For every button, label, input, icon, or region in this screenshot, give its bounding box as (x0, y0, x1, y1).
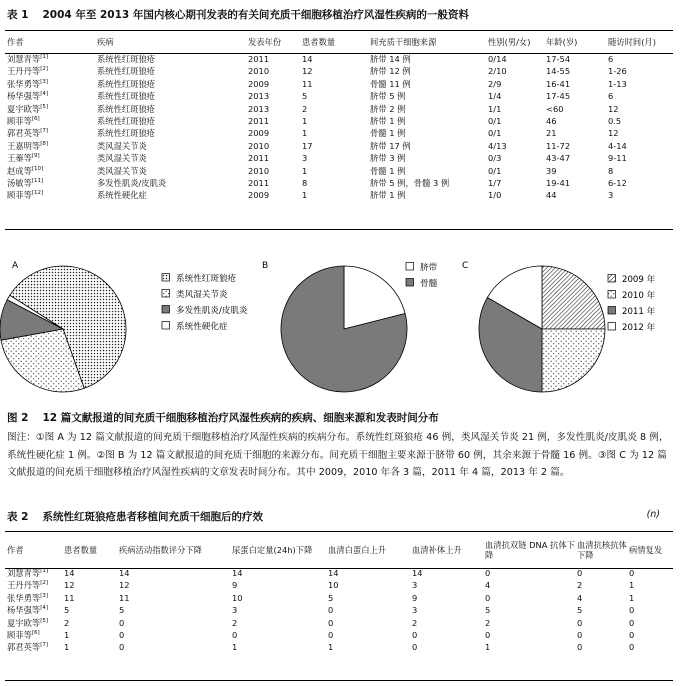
pie-chart-a (0, 261, 248, 392)
legend-swatch (162, 290, 170, 298)
table2-cell-value: 0 (629, 568, 635, 578)
table1-header-cell: 发表年份 (248, 37, 282, 47)
table1-cell-author (5, 140, 95, 152)
table-row (5, 641, 673, 653)
legend-label: 系统性硬化症 (176, 322, 228, 332)
table1-cell-n: 1 (302, 190, 308, 201)
reference-marker: [5] (40, 103, 48, 110)
table1-cell-disease: 系统性红斑狼疮 (97, 128, 156, 139)
table1-cell-follow: 9-11 (608, 153, 627, 164)
table2-cell-value: 10 (232, 592, 243, 603)
table2-cell-value: 2 (412, 617, 418, 628)
table2-cell-author (5, 604, 62, 616)
table2-cell-value: 2 (485, 617, 491, 628)
reference-marker: [1] (40, 568, 48, 575)
author-name: 刘慧青等 (7, 54, 41, 64)
table1-cell-n: 11 (302, 78, 313, 89)
table2-header-cell: 作者 (7, 544, 24, 555)
table2-header-cell: 血清补体上升 (412, 544, 462, 555)
table1-cell-author (5, 127, 95, 139)
author-name: 杨华强等 (7, 91, 41, 102)
legend-label: 多发性肌炎/皮肌炎 (176, 306, 248, 316)
table2-cell-value: 14 (64, 568, 75, 578)
author-name: 夏宇欧等 (7, 103, 41, 114)
table1-cell-n: 5 (302, 91, 308, 102)
table1-cell-follow: 4-14 (608, 140, 627, 151)
table1-cell-sex: 1/7 (488, 178, 502, 189)
table2-cell-value: 0 (577, 568, 583, 578)
reference-marker: [7] (40, 128, 48, 135)
legend-label: 类风湿关节炎 (176, 290, 228, 300)
table2-cell-value: 0 (629, 617, 635, 628)
table1-cell-follow: 6-12 (608, 178, 627, 189)
table1-cell-disease: 系统性红斑狼疮 (97, 91, 156, 102)
legend-swatch (406, 263, 414, 271)
table1-cell-age: 16-41 (546, 78, 571, 89)
table2-cell-value: 14 (119, 568, 130, 578)
table2-header-cell: 疾病活动指数评分下降 (119, 544, 202, 555)
table2-cell-value: 11 (119, 592, 130, 603)
table2-header-cell: 血清抗双链 DNA 抗体下降 (485, 539, 575, 560)
table2-cell-value: 9 (412, 592, 418, 603)
author-name: 夏宇欧等 (7, 617, 41, 628)
legend-swatch (608, 323, 616, 331)
table-row (5, 617, 673, 629)
table1-cell-disease: 系统性硬化症 (97, 190, 147, 201)
table1-cell-source: 脐带 14 例 (370, 54, 411, 64)
table1-header-cell: 性别(男/女) (488, 37, 531, 47)
table1-cell-author (5, 152, 95, 164)
table1-cell-author (5, 78, 95, 90)
table1-cell-year: 2009 (248, 78, 270, 89)
table1-label: 表 1 (7, 9, 29, 21)
table1-cell-disease: 类风湿关节炎 (97, 165, 147, 176)
table2-cell-value: 0 (412, 642, 418, 653)
legend-label: 2012 年 (622, 323, 656, 333)
table2-cell-value: 5 (119, 605, 125, 616)
table1-bottom-rule (5, 229, 673, 230)
table-row (5, 115, 673, 127)
legend-swatch (608, 291, 616, 299)
table1-cell-year: 2011 (248, 116, 270, 127)
table2-cell-value: 2 (232, 617, 238, 628)
table1-cell-author (5, 65, 95, 77)
pie-slice (542, 266, 605, 329)
table2-body (5, 567, 673, 654)
table2-cell-value: 0 (577, 642, 583, 653)
table1-cell-year: 2009 (248, 128, 270, 139)
table-row (5, 152, 673, 164)
table1-cell-author (5, 103, 95, 115)
table1-cell-age: 11-72 (546, 140, 571, 151)
table1-cell-follow: 12 (608, 128, 619, 139)
table-row (5, 579, 673, 591)
legend-swatch (162, 274, 170, 282)
table1-cell-author (5, 189, 95, 201)
table2-cell-value: 3 (412, 580, 418, 591)
table2-cell-author (5, 617, 62, 629)
table-row (5, 189, 673, 201)
reference-marker: [6] (31, 630, 40, 637)
table1-cell-disease: 多发性肌炎/皮肌炎 (97, 178, 167, 189)
table-row (5, 65, 673, 77)
table1-cell-age: 21 (546, 128, 557, 139)
legend-swatch (162, 322, 170, 330)
table1-cell-sex: 1/4 (488, 91, 502, 102)
table1-cell-sex: 2/9 (488, 78, 502, 89)
pie-chart-c (462, 261, 656, 392)
panel-label: B (262, 261, 269, 271)
legend-label: 2011 年 (622, 307, 656, 317)
table1-cell-age: 19-41 (546, 178, 571, 189)
table2-cell-value: 1 (64, 642, 70, 653)
table1-cell-disease: 系统性红斑狼疮 (97, 103, 156, 114)
table1-cell-author (5, 165, 95, 177)
table1-cell-source: 脐带 1 例 (370, 116, 406, 127)
table1-cell-year: 2010 (248, 66, 270, 77)
table2-cell-value: 0 (485, 630, 491, 641)
author-name: 王丹丹等 (7, 580, 41, 591)
table2-cell-value: 0 (485, 568, 491, 578)
reference-marker: [2] (40, 66, 48, 73)
author-name: 张华勇等 (7, 78, 41, 89)
author-name: 王丹丹等 (7, 66, 41, 77)
legend-swatch (608, 307, 616, 315)
table1-cell-follow: 12 (608, 103, 619, 114)
table2-cell-value: 3 (412, 605, 418, 616)
reference-marker: [8] (40, 141, 48, 148)
table2-cell-value: 5 (577, 605, 583, 616)
table1-header-cell: 间充质干细胞来源 (370, 37, 437, 47)
reference-marker: [11] (31, 178, 44, 185)
reference-marker: [9] (31, 153, 40, 160)
table2-header-cell: 病情复发 (629, 544, 663, 555)
table2-cell-value: 0 (629, 642, 635, 653)
table2-header-cell: 血清抗核抗体下降 (577, 539, 627, 560)
table2-cell-value: 1 (629, 580, 635, 591)
table1-cell-age: <60 (546, 103, 564, 114)
table1-cell-source: 骨髓 1 例 (370, 128, 406, 139)
table1-cell-n: 14 (302, 54, 313, 64)
table2-header-row (5, 532, 673, 567)
table1-cell-sex: 1/0 (488, 190, 502, 201)
table2-title: 系统性红斑狼疮患者移植间充质干细胞后的疗效 (42, 511, 263, 523)
author-name: 刘慧青等 (7, 568, 41, 578)
table1-cell-follow: 3 (608, 190, 614, 201)
table1-body (5, 53, 673, 202)
table1-cell-age: 17-45 (546, 91, 571, 102)
table1-cell-n: 2 (302, 103, 308, 114)
table2-header-cell: 尿蛋白定量(24h)下降 (232, 544, 313, 555)
table2-cell-author (5, 592, 62, 604)
table2-cell-value: 5 (328, 592, 334, 603)
table1-header-cell: 患者数量 (302, 37, 336, 47)
legend-label: 2009 年 (622, 275, 656, 285)
table2-cell-value: 12 (64, 580, 75, 591)
table1-cell-follow: 1-13 (608, 78, 627, 89)
table-row (5, 165, 673, 177)
table2-cell-value: 14 (232, 568, 243, 578)
table1-cell-n: 8 (302, 178, 308, 189)
table1-header-cell: 作者 (7, 37, 24, 47)
reference-marker: [12] (31, 190, 44, 197)
table2-cell-value: 0 (629, 630, 635, 641)
table1-caption (7, 7, 469, 22)
table1-cell-n: 12 (302, 66, 313, 77)
table2-cell-value: 2 (577, 580, 583, 591)
table-row (5, 604, 673, 616)
table1-header-cell: 疾病 (97, 37, 114, 47)
table1-cell-source: 脐带 12 例 (370, 66, 411, 77)
table2-cell-value: 0 (485, 592, 491, 603)
author-name: 顾菲等 (7, 190, 32, 201)
table1-cell-sex: 2/10 (488, 66, 507, 77)
table1-cell-source: 脐带 1 例 (370, 190, 406, 201)
table2-cell-value: 1 (485, 642, 491, 653)
table1-cell-author (5, 177, 95, 189)
table1-cell-age: 46 (546, 116, 557, 127)
table2-cell-value: 0 (328, 630, 334, 641)
legend-swatch (608, 275, 616, 283)
table-row (5, 53, 673, 65)
table2-cell-author (5, 641, 62, 653)
table1-cell-source: 脐带 5 例，骨髓 3 例 (370, 178, 450, 189)
table1-cell-sex: 1/1 (488, 103, 502, 114)
table1-cell-age: 43-47 (546, 153, 571, 164)
author-name: 王蓁等 (7, 153, 32, 164)
table1-cell-follow: 1-26 (608, 66, 627, 77)
table1-cell-author (5, 90, 95, 102)
legend-swatch (406, 279, 414, 287)
table1-cell-source: 脐带 2 例 (370, 103, 406, 114)
table2-cell-value: 3 (232, 605, 238, 616)
author-name: 王嘉明等 (7, 140, 41, 151)
table1-cell-n: 1 (302, 116, 308, 127)
table-row (5, 177, 673, 189)
table2-cell-author (5, 579, 62, 591)
table2-cell-author (5, 629, 62, 641)
table2-cell-value: 4 (485, 580, 491, 591)
author-name: 郭君英等 (7, 642, 41, 653)
table1-cell-disease: 系统性红斑狼疮 (97, 54, 156, 64)
reference-marker: [5] (40, 617, 48, 624)
table2-cell-value: 14 (328, 568, 339, 578)
reference-marker: [10] (31, 165, 44, 172)
table2-cell-value: 0 (119, 642, 125, 653)
table1-cell-disease: 系统性红斑狼疮 (97, 78, 156, 89)
table1-cell-follow: 8 (608, 165, 614, 176)
table1-cell-age: 39 (546, 165, 557, 176)
figure2-caption (7, 410, 675, 425)
table2-cell-value: 0 (119, 617, 125, 628)
table-row (5, 103, 673, 115)
table2-cell-value: 1 (629, 592, 635, 603)
panel-label: C (462, 261, 469, 271)
table2-cell-value: 11 (64, 592, 75, 603)
table1-cell-disease: 系统性红斑狼疮 (97, 66, 156, 77)
pie-slice (542, 329, 605, 392)
reference-marker: [3] (40, 79, 48, 86)
table1-cell-disease: 系统性红斑狼疮 (97, 116, 156, 127)
reference-marker: [2] (40, 580, 48, 587)
table1-cell-n: 3 (302, 153, 308, 164)
table2-cell-value: 9 (232, 580, 238, 591)
reference-marker: [6] (31, 116, 40, 123)
table1-cell-source: 脐带 5 例 (370, 91, 406, 102)
table1-cell-sex: 0/1 (488, 165, 502, 176)
table1-cell-age: 14-55 (546, 66, 571, 77)
pie-chart-b (262, 261, 438, 392)
table-row (5, 127, 673, 139)
table2-cell-value: 0 (577, 617, 583, 628)
reference-marker: [7] (40, 642, 48, 649)
reference-marker: [3] (40, 593, 48, 600)
panel-label: A (12, 261, 19, 271)
legend-label: 系统性红斑狼疮 (176, 274, 237, 284)
table2-cell-value: 1 (232, 642, 238, 653)
table1-cell-year: 2011 (248, 153, 270, 164)
table1-cell-sex: 4/13 (488, 140, 507, 151)
legend-swatch (162, 306, 170, 314)
table1-cell-year: 2011 (248, 178, 270, 189)
author-name: 郭君英等 (7, 128, 41, 139)
table1-cell-age: 17-54 (546, 54, 571, 64)
author-name: 顾菲等 (7, 630, 32, 641)
table1-cell-disease: 类风湿关节炎 (97, 140, 147, 151)
table2-cell-value: 0 (119, 630, 125, 641)
table1-cell-year: 2009 (248, 190, 270, 201)
table2-label: 表 2 (7, 511, 29, 523)
table1-cell-follow: 6 (608, 91, 614, 102)
table2-header-cell: 患者数量 (64, 544, 98, 555)
table1-title: 2004 年至 2013 年国内核心期刊发表的有关间充质干细胞移植治疗风湿性疾病的一般资料 (42, 9, 469, 21)
table2-bottom-rule (5, 680, 673, 681)
table1-cell-sex: 0/1 (488, 116, 502, 127)
table-row (5, 90, 673, 102)
table2-cell-value: 14 (412, 568, 423, 578)
reference-marker: [4] (40, 605, 48, 612)
table1-header-cell: 随访时间(月) (608, 37, 656, 47)
author-name: 顾菲等 (7, 116, 32, 127)
table2-cell-value: 0 (232, 630, 238, 641)
table2-cell-value: 1 (64, 630, 70, 641)
table1-cell-year: 2010 (248, 140, 270, 151)
figure2-note: 图注：①图 A 为 12 篇文献报道的间充质干细胞移植治疗风湿性疾病的疾病分布。系统性红斑狼疮 46 例，类风湿关节炎 21 例，多发性肌炎/皮肌炎 8 例，系统性硬化症 1 例。②图 B 为 12 篇文献报道的间充质干细胞的来源分布。间充质干细胞主要来源于脐带 60 例，其余来源于骨髓 16 例。③图 C 为 12 篇文献报道的间充质干细胞移植治疗风湿性疾病的文章发表时间分布。其中 2009，2010 年各 3 篇，2011 年 4 篇，2013 年 2 篇。 (7, 432, 669, 478)
table-row (5, 140, 673, 152)
author-name: 张华勇等 (7, 592, 41, 603)
table1-cell-source: 骨髓 11 例 (370, 78, 411, 89)
table1-cell-author (5, 53, 95, 65)
table1-cell-sex: 0/14 (488, 54, 507, 64)
table2-cell-value: 0 (577, 630, 583, 641)
table1-cell-year: 2011 (248, 54, 270, 64)
table2-unit: (n) (646, 509, 660, 520)
table1-cell-n: 1 (302, 128, 308, 139)
table1-cell-sex: 0/3 (488, 153, 502, 164)
table2-cell-value: 0 (412, 630, 418, 641)
table2-header-cell: 血清白蛋白上升 (328, 544, 387, 555)
author-name: 杨华强等 (7, 605, 41, 616)
figure2-pie-charts (0, 250, 681, 398)
table2-cell-value: 2 (64, 617, 70, 628)
table2-cell-value: 0 (629, 605, 635, 616)
table1-header-row (5, 31, 673, 53)
author-name: 赵成等 (7, 165, 32, 176)
table1-cell-author (5, 115, 95, 127)
table1-cell-n: 1 (302, 165, 308, 176)
table2-cell-value: 5 (64, 605, 70, 616)
table1-cell-source: 脐带 17 例 (370, 140, 411, 151)
reference-marker: [4] (40, 91, 48, 98)
table2-cell-value: 4 (577, 592, 583, 603)
table2-caption (7, 509, 263, 524)
reference-marker: [1] (40, 54, 48, 61)
legend-label: 2010 年 (622, 291, 656, 301)
table1-cell-disease: 类风湿关节炎 (97, 153, 147, 164)
table1-cell-follow: 0.5 (608, 116, 622, 127)
table1-cell-source: 骨髓 1 例 (370, 165, 406, 176)
table2-cell-value: 1 (328, 642, 334, 653)
legend-label: 脐带 (420, 263, 438, 273)
table1-cell-year: 2013 (248, 103, 270, 114)
table2-cell-value: 12 (119, 580, 130, 591)
table1-cell-source: 脐带 3 例 (370, 153, 406, 164)
table2-header-rule (5, 568, 673, 569)
table1-cell-sex: 0/1 (488, 128, 502, 139)
figure2-title: 12 篇文献报道的间充质干细胞移植治疗风湿性疾病的疾病、细胞来源和发表时间分布 (42, 412, 439, 424)
table2 (5, 532, 673, 654)
figure2-label: 图 2 (7, 412, 29, 424)
table-row (5, 592, 673, 604)
author-name: 汤敏等 (7, 178, 32, 189)
table2-cell-value: 0 (328, 605, 334, 616)
table2-cell-value: 10 (328, 580, 339, 591)
table1-header-cell: 年龄(岁) (546, 37, 578, 47)
legend-label: 骨髓 (420, 279, 438, 289)
table1-cell-follow: 6 (608, 54, 614, 64)
table-row (5, 629, 673, 641)
table1-cell-n: 17 (302, 140, 313, 151)
table1-header-rule (5, 53, 673, 54)
table-row (5, 78, 673, 90)
table1-cell-year: 2013 (248, 91, 270, 102)
table1 (5, 31, 673, 202)
table1-cell-year: 2010 (248, 165, 270, 176)
table1-cell-age: 44 (546, 190, 557, 201)
table2-cell-value: 0 (328, 617, 334, 628)
table2-cell-value: 5 (485, 605, 491, 616)
